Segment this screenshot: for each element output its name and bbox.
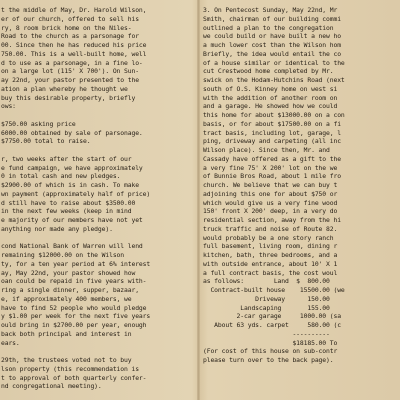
left-column-line: $7750.00 total to raise. (1, 137, 91, 146)
right-column-line: please turn over to the back page). (203, 356, 334, 364)
right-column-line: which would give us a very fine wood (203, 198, 338, 207)
right-column-line: Wilson place). Since then, Mr. and (203, 146, 330, 154)
left-column-line: 6000.00 obtained by sale of parsonage. (1, 128, 143, 137)
left-column-line: lson property (this recommendation is (1, 364, 139, 373)
right-column-line: 2-car garage 1000.00 (sa (203, 312, 341, 321)
right-column-line: would probably be a one story ranch (203, 233, 334, 242)
right-column-line: adjoining this one for about $750 or (203, 189, 338, 198)
right-column-line: Smith, chairman of our building commi (203, 14, 341, 23)
right-column-line: this home for about $13000.00 on a con (203, 111, 345, 119)
right-column-line: a very fine 75' X 200' lot on the we (203, 163, 338, 172)
left-column-line: t to approval of both quarterly confer- (1, 373, 147, 382)
right-column-line: basis, or for about $17500.00 on a fi (203, 119, 341, 128)
left-column-line: ation a plan whereby he thought we (1, 84, 128, 93)
page-fold (197, 0, 200, 400)
left-column-line: have to find 52 people who would pledge (1, 303, 147, 312)
left-column-line: remaining $12000.00 on the Wilson (1, 251, 125, 259)
left-column-line: ay, May 22nd, your pastor showed how (1, 268, 136, 277)
left-column-line (1, 347, 195, 356)
left-column-line: oan could be repaid in five years with- (1, 277, 147, 286)
right-column-line: About 63 yds. carpet 580.00 (c (203, 321, 341, 329)
right-column-line: Briefly, the idea would entail the co (203, 49, 341, 58)
right-column-line: of Bunnie Bros Road, about 1 mile fro (203, 172, 341, 181)
left-column-line: anything nor made any pledge). (1, 224, 113, 233)
right-column-line: a much lower cost than the Wilson hom (203, 41, 341, 49)
right-column-line: 150' front X 200' deep, in a very do (203, 207, 338, 216)
right-column (203, 6, 399, 365)
left-column-line (1, 146, 195, 155)
left-column-line: y $1.00 per week for the next five years (1, 312, 151, 321)
left-column-line: on a large lot (115' X 700'). On Sun- (1, 67, 139, 76)
left-column-line: Road to the church as a parsonage for (1, 32, 139, 41)
left-column-line: 29th, the trustees voted not to buy (1, 356, 132, 364)
left-column-line: $750.00 asking price (1, 119, 76, 128)
left-column-line: d to use as a parsonage, in a fine lo- (1, 58, 143, 67)
right-column-line: with outside entrance, about 10' X 1 (203, 259, 338, 268)
left-column-line: e, if approximately 400 members, we (1, 294, 132, 303)
right-column-line: as follows: Land $ 800.00 (203, 277, 330, 286)
right-column-line: tract basis, including lot, garage, l (203, 128, 341, 137)
right-column-line: we could build or have built a new ho (203, 32, 341, 41)
left-column-line: ay 22nd, your pastor presented to the (1, 76, 139, 84)
right-column-line: 3. On Pentecost Sunday, May 22nd, Mr (203, 6, 338, 14)
left-column (1, 6, 195, 391)
left-column-line: ould bring in $2700.00 per year, enough (1, 321, 147, 329)
left-column-line: 750.00. This is a well-built home, well (1, 49, 147, 58)
right-column-line: with the addition of another room on (203, 93, 338, 102)
right-column-line: ---------- (203, 329, 330, 338)
left-column-line: $2900.00 of which is in cash. To make (1, 181, 139, 189)
left-column-line: r, two weeks after the start of our (1, 154, 132, 163)
right-column-line: Landscaping 155.00 (203, 303, 330, 312)
right-column-line: Contract-built house 15500.00 (we (203, 286, 345, 294)
left-column-line: t the middle of May, Dr. Harold Wilson, (1, 6, 147, 14)
right-column-line: swick on the Hodam-Hutchins Road (next (203, 76, 345, 84)
right-column-line: Driveway 150.00 (203, 294, 330, 303)
right-column-line: kitchen, bath, three bedrooms, and a (203, 251, 338, 259)
left-column-line: in the next few weeks (keep in mind (1, 207, 132, 216)
left-column-line: back both principal and interest in (1, 329, 132, 338)
left-column-line: e majority of our members have not yet (1, 216, 143, 224)
left-column-line: ry, 8 room brick home on the Niles- (1, 23, 132, 32)
left-column-line: er of our church, offered to sell his (1, 14, 139, 23)
left-column-line: 0 in total cash and new pledges. (1, 172, 121, 181)
right-column-line: south of O.S. Kinney home on west si (203, 84, 338, 93)
right-column-line: (For cost of this house on sub-contr (203, 347, 338, 356)
left-column-line: ring a single dinner, supper, bazaar, (1, 286, 139, 294)
right-column-line: outlined a plan to the congregation (203, 23, 334, 32)
right-column-line: Cassady have offered as a gift to the (203, 154, 341, 163)
right-column-line: $18185.00 To (203, 338, 338, 347)
right-column-line: residential section, away from the hi (203, 216, 341, 224)
right-column-line: ping, driveway and carpeting (all inc (203, 137, 341, 146)
left-column-line: d still have to raise about $3500.00 (1, 198, 136, 207)
right-column-line: church. We believe that we can buy t (203, 181, 338, 189)
left-column-line (1, 111, 195, 120)
left-column-line: ows: (1, 102, 16, 111)
right-column-line: full basement, living room, dining r (203, 242, 338, 251)
left-column-line: ty, for a ten year period at 6% interest (1, 259, 151, 268)
left-column-line: nd congregational meeting). (1, 382, 102, 391)
right-column-line: a full contract basis, the cost woul (203, 268, 338, 277)
right-column-line: of a house similar or identical to the (203, 58, 345, 67)
left-column-line: e fund campaign, we have approximately (1, 163, 143, 172)
left-column-line: cond National Bank of Warren will lend (1, 242, 143, 251)
right-column-line: truck traffic and noise of Route 82. (203, 224, 338, 233)
left-column-line: buy this desirable property, briefly (1, 93, 136, 102)
right-column-line: and a garage. He showed how we could (203, 102, 338, 111)
left-column-line: ears. (1, 338, 20, 347)
right-column-line: cut Crestwood home completed by Mr. (203, 67, 334, 76)
left-column-line (1, 234, 195, 243)
left-column-line: wn payment (approximately half of price) (1, 189, 151, 198)
left-column-line: 00. Since then he has reduced his price (1, 41, 147, 49)
